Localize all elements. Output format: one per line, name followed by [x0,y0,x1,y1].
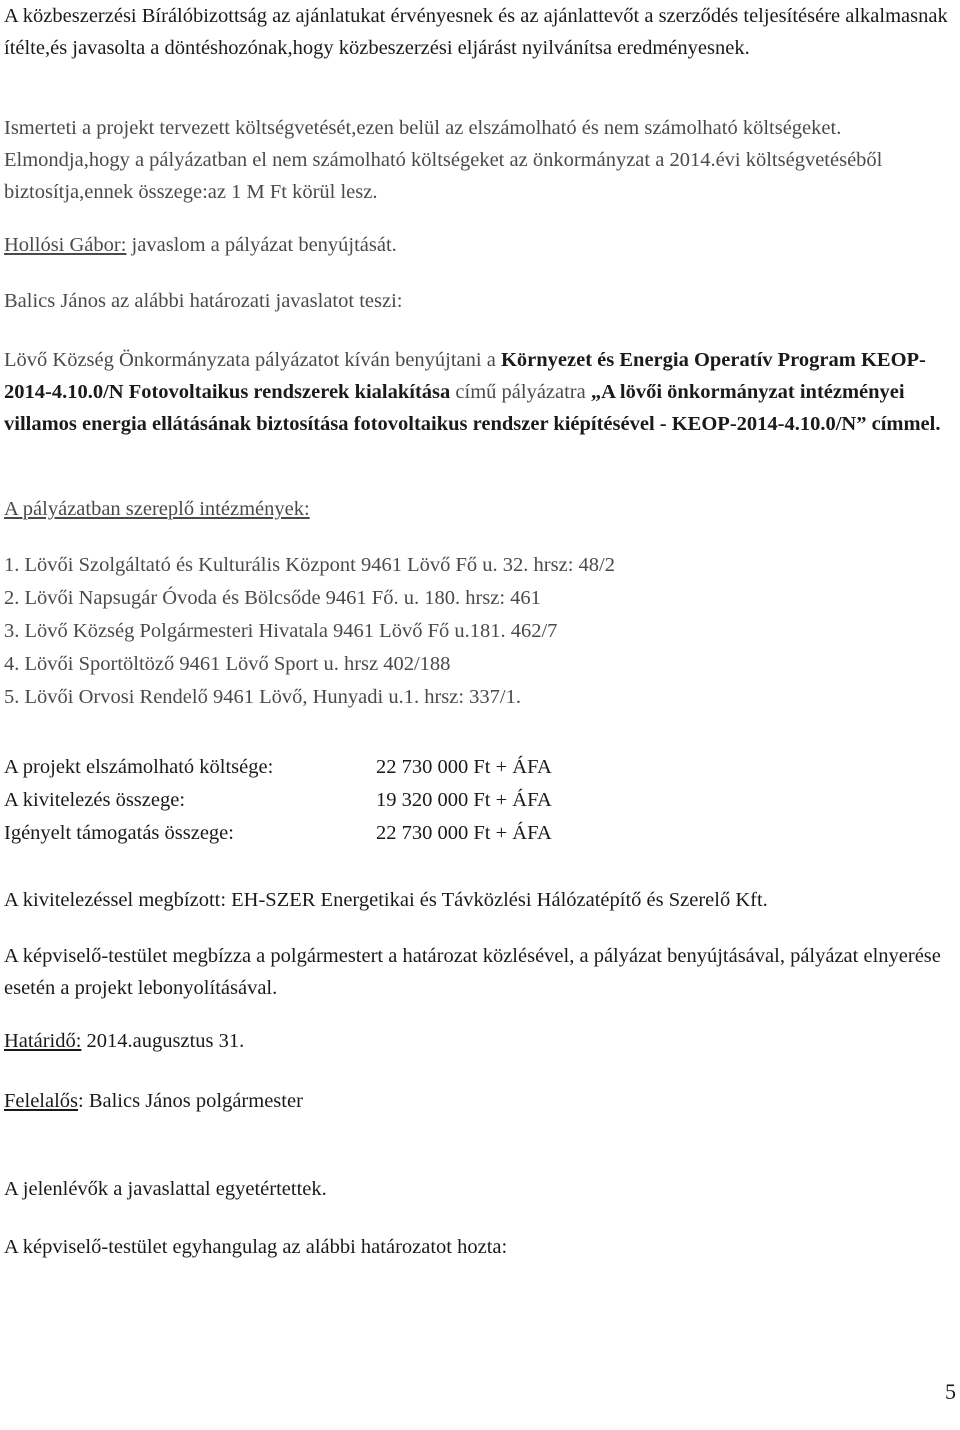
cost-value: 19 320 000 Ft + ÁFA [376,789,552,811]
responsible-value: : Balics János polgármester [78,1090,303,1112]
program-name: Környezet és Energia Operatív Program KEOP-2014-4.10.0/N Fotovoltaikus rendszerek kialakítása [4,349,926,403]
cost-value: 22 730 000 Ft + ÁFA [376,822,552,844]
page-number: 5 [945,1379,956,1404]
speaker-statement: javaslom a pályázat benyújtását. [126,234,397,256]
paragraph-responsible [4,1085,954,1117]
cost-label: A kivitelezés összege: [4,789,186,811]
cost-value: 22 730 000 Ft + ÁFA [376,756,552,778]
list-item: 4. Lövői Sportöltöző 9461 Lövő Sport u. hrsz 402/188 [4,653,451,675]
paragraph-adopted: A képviselő-testület egyhangulag az alábbi határozatot hozta: [4,1236,508,1258]
paragraph-balics-intro: Balics János az alábbi határozati javaslatot teszi: [4,290,403,312]
resolution-intro: Lövő Község Önkormányzata pályázatot kíván benyújtani a [4,349,501,371]
resolution-connector: című pályázatra [450,381,591,403]
paragraph-contractor: A kivitelezéssel megbízott: EH-SZER Energetikai és Távközlési Hálózatépítő és Szerelő Kft. [4,889,768,911]
deadline-label: Határidő: [4,1030,82,1052]
paragraph-deadline [4,1025,954,1057]
paragraph-resolution [4,344,954,440]
list-item: 2. Lövői Napsugár Óvoda és Bölcsőde 9461 Fő. u. 180. hrsz: 461 [4,587,541,609]
paragraph-budget: Ismerteti a projekt tervezett költségvetését,ezen belül az elszámolható és nem számolható költségeket. Elmondja,hogy a pályázatban el nem számolható költségeket az önkormányzat a 2014.évi költségvetéséből biztosítja,ennek összege:az 1 M Ft körül lesz. [4,117,883,203]
cost-row [4,751,954,783]
cost-row [4,817,954,849]
paragraph-mandate: A képviselő-testület megbízza a polgármestert a határozat közlésével, a pályázat benyújtásával, pályázat elnyerése esetén a projekt lebonyolításával. [4,945,941,999]
responsible-label: Felelalős [4,1090,79,1112]
cost-label: Igényelt támogatás összege: [4,822,234,844]
paragraph-committee-decision: A közbeszerzési Bírálóbizottság az ajánlatukat érvényesnek és az ajánlattevőt a szerződés teljesítésére alkalmasnak ítélte,és javasolta a döntéshozónak,hogy közbeszerzési eljárást nyilvánítsa eredményesnek. [4,5,948,59]
paragraph-agreement: A jelenlévők a javaslattal egyetértettek. [4,1178,327,1200]
list-item: 1. Lövői Szolgáltató és Kulturális Központ 9461 Lövő Fő u. 32. hrsz: 48/2 [4,554,615,576]
speaker-name: Hollósi Gábor: [4,234,127,256]
cost-row [4,784,954,816]
cost-label: A projekt elszámolható költsége: [4,756,274,778]
list-item: 3. Lövő Község Polgármesteri Hivatala 9461 Lövő Fő u.181. 462/7 [4,620,558,642]
project-title: „A lövői önkormányzat intézményei villamos energia ellátásának biztosítása fotovoltaikus rendszer kiépítésével - KEOP-2014-4.10.0/N” címmel. [4,381,941,435]
list-item: 5. Lövői Orvosi Rendelő 9461 Lövő, Hunyadi u.1. hrsz: 337/1. [4,686,522,708]
paragraph-hollosi [4,229,954,261]
institutions-heading: A pályázatban szereplő intézmények: [4,498,310,520]
deadline-value: 2014.augusztus 31. [81,1030,245,1052]
